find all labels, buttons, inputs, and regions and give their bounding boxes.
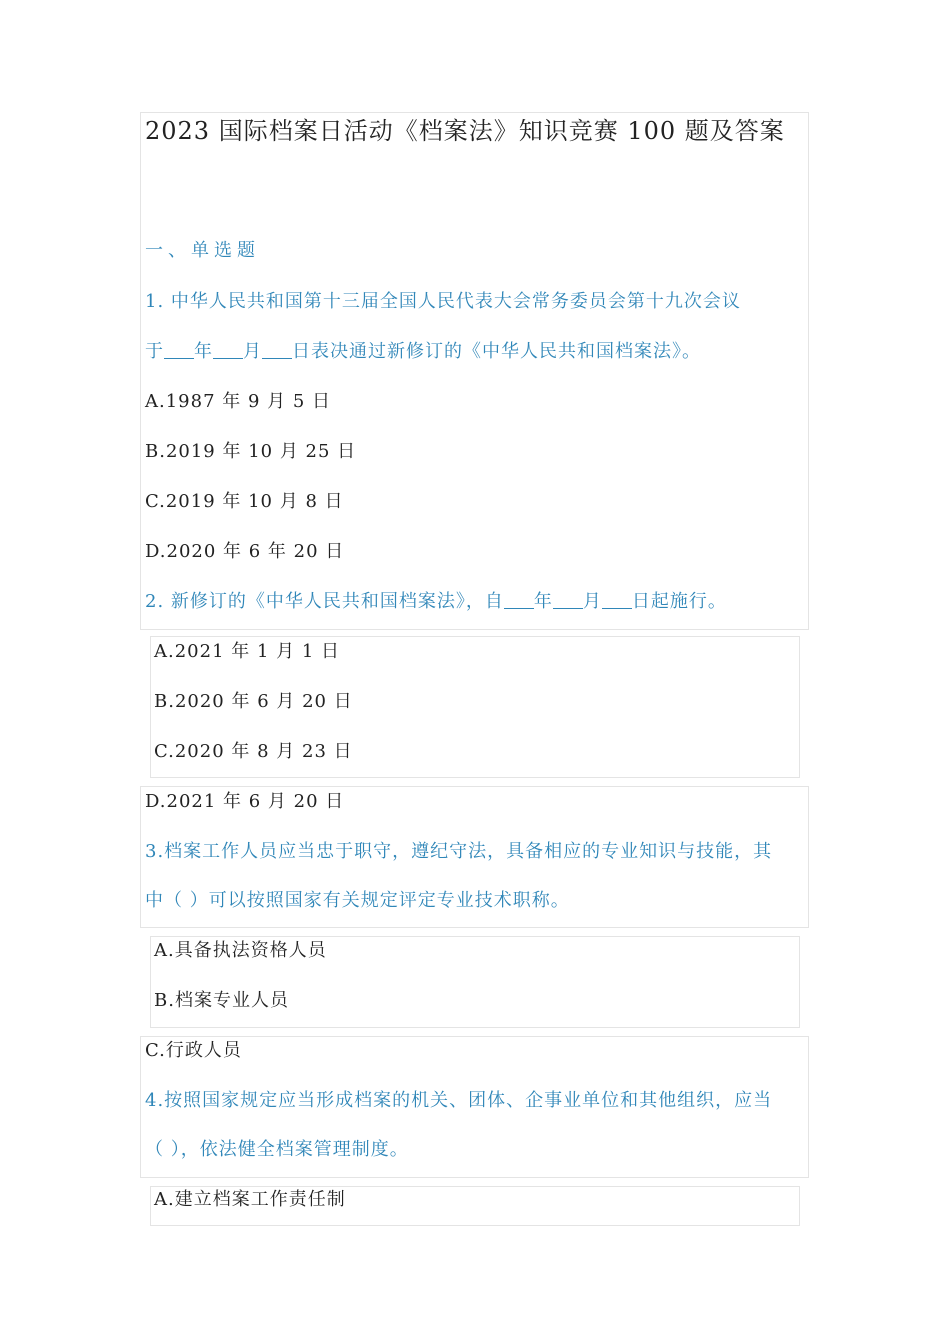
- q1-option-a: A.1987 年 9 月 5 日: [145, 391, 332, 412]
- question-1-line-1: 1. 中华人民共和国第十三届全国人民代表大会常务委员会第十九次会议: [145, 291, 741, 312]
- document-title: 2023 国际档案日活动《档案法》知识竞赛 100 题及答案: [145, 117, 785, 145]
- section-heading: 一、单选题: [145, 240, 260, 261]
- fill-blank: [553, 590, 583, 609]
- q1-option-c: C.2019 年 10 月 8 日: [145, 491, 344, 512]
- q2-option-a: A.2021 年 1 月 1 日: [154, 641, 341, 662]
- q2-seg-year: 年: [533, 591, 553, 612]
- q3-option-a: A.具备执法资格人员: [154, 940, 327, 961]
- q2-option-c: C.2020 年 8 月 23 日: [154, 741, 353, 762]
- q4-option-a: A.建立档案工作责任制: [154, 1189, 346, 1210]
- q2-seg-month: 月: [582, 591, 602, 612]
- q3-option-b: B.档案专业人员: [154, 990, 289, 1011]
- q1-option-b: B.2019 年 10 月 25 日: [145, 441, 357, 462]
- question-3-line-1: 3.档案工作人员应当忠于职守，遵纪守法，具备相应的专业知识与技能，其: [145, 841, 773, 862]
- fill-blank: [262, 340, 292, 359]
- q1-seg-year: 年: [194, 341, 213, 362]
- question-1-line-2: [145, 339, 701, 365]
- fill-blank: [504, 590, 534, 609]
- q1-prefix: 于: [145, 341, 164, 362]
- q1-seg-month: 月: [243, 341, 262, 362]
- q2-option-b: B.2020 年 6 月 20 日: [154, 691, 353, 712]
- fill-blank: [602, 590, 632, 609]
- question-2: [145, 589, 727, 615]
- question-4-line-1: 4.按照国家规定应当形成档案的机关、团体、企事业单位和其他组织，应当: [145, 1090, 773, 1111]
- q2-prefix: 2. 新修订的《中华人民共和国档案法》，自: [145, 591, 504, 612]
- q2-seg-day: 日起施行。: [631, 591, 727, 612]
- question-4-line-2: （ ），依法健全档案管理制度。: [145, 1139, 409, 1160]
- q1-option-d: D.2020 年 6 年 20 日: [145, 541, 345, 562]
- question-3-line-2: 中（ ）可以按照国家有关规定评定专业技术职称。: [145, 890, 570, 911]
- fill-blank: [213, 340, 243, 359]
- q1-seg-day: 日表决通过新修订的《中华人民共和国档案法》。: [292, 341, 701, 362]
- q2-option-d: D.2021 年 6 月 20 日: [145, 791, 345, 812]
- fill-blank: [164, 340, 194, 359]
- q3-option-c: C.行政人员: [145, 1040, 242, 1061]
